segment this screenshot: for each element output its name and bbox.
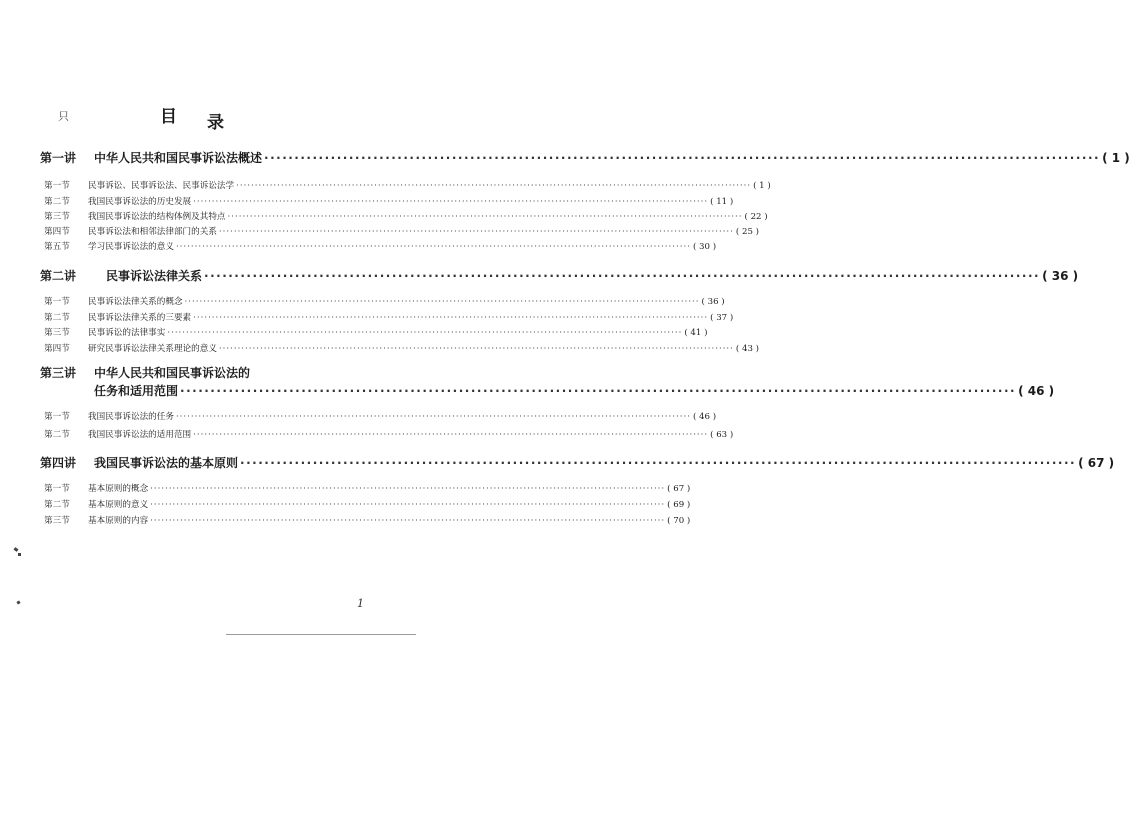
- section-title: 我国民事诉讼法的历史发展: [88, 197, 192, 207]
- lecture-entry[interactable]: [40, 267, 1079, 284]
- lecture-title: 民事诉讼法律关系: [106, 269, 203, 283]
- dot-leader: ··········································································································································: [227, 212, 743, 222]
- lecture-page: ( 1 ): [1102, 151, 1130, 165]
- dot-leader: ··········································································································································: [240, 456, 1077, 470]
- lecture-title: 任务和适用范围: [94, 384, 179, 398]
- lecture-entry[interactable]: [40, 149, 1130, 166]
- lecture-number: 第四讲: [40, 456, 77, 470]
- section-entry[interactable]: [44, 342, 760, 354]
- dot-leader: ··········································································································································: [175, 242, 691, 252]
- section-page: ( 46 ): [692, 412, 717, 422]
- section-number: 第一节: [44, 484, 70, 494]
- lecture-number: 第一讲: [40, 151, 77, 165]
- section-title: 基本原则的概念: [88, 484, 149, 494]
- section-entry[interactable]: [44, 326, 708, 338]
- section-title: 学习民事诉讼法的意义: [88, 242, 174, 252]
- section-entry[interactable]: [44, 210, 768, 222]
- section-entry[interactable]: [44, 428, 734, 440]
- scan-speck: [18, 553, 21, 556]
- section-page: ( 63 ): [710, 430, 734, 440]
- section-number: 第一节: [44, 181, 70, 191]
- section-entry[interactable]: [44, 514, 691, 526]
- dot-leader: ··········································································································································: [180, 384, 1017, 398]
- section-page: ( 11 ): [710, 197, 734, 207]
- section-number: 第三节: [44, 212, 70, 222]
- section-entry[interactable]: [44, 225, 760, 237]
- section-entry[interactable]: [44, 498, 691, 510]
- lecture-entry[interactable]: [40, 382, 1055, 399]
- scan-speck: [16, 600, 20, 604]
- page-number: 1: [357, 597, 364, 610]
- section-number: 第四节: [44, 227, 70, 237]
- section-number: 第一节: [44, 412, 70, 422]
- section-number: 第三节: [44, 516, 70, 526]
- section-title: 我国民事诉讼法的任务: [88, 412, 174, 422]
- section-page: ( 70 ): [667, 516, 691, 526]
- lecture-page: ( 46 ): [1018, 384, 1055, 398]
- section-page: ( 36 ): [701, 297, 725, 307]
- scan-speck: [14, 547, 19, 552]
- lecture-title: 中华人民共和国民事诉讼法概述: [94, 151, 263, 165]
- section-entry[interactable]: [44, 195, 734, 207]
- section-page: ( 43 ): [735, 344, 760, 354]
- lecture-entry-line1[interactable]: [40, 364, 250, 381]
- section-entry[interactable]: [44, 311, 734, 323]
- dot-leader: ··········································································································································: [150, 516, 666, 526]
- section-number: 第四节: [44, 344, 70, 354]
- section-entry[interactable]: [44, 179, 771, 191]
- section-title: 我国民事诉讼法的结构体例及其特点: [88, 212, 226, 222]
- section-number: 第一节: [44, 297, 70, 307]
- lecture-number: 第二讲: [40, 269, 77, 283]
- section-title: 基本原则的意义: [88, 500, 149, 510]
- title-char-1: 目: [160, 107, 178, 127]
- dot-leader: ··········································································································································: [193, 313, 709, 323]
- section-entry[interactable]: [44, 240, 717, 252]
- dot-leader: ··········································································································································: [150, 484, 666, 494]
- section-title: 研究民事诉讼法律关系理论的意义: [88, 344, 217, 354]
- section-number: 第二节: [44, 500, 70, 510]
- section-page: ( 25 ): [735, 227, 760, 237]
- section-page: ( 67 ): [667, 484, 691, 494]
- section-entry[interactable]: [44, 482, 691, 494]
- section-page: ( 1 ): [753, 181, 771, 191]
- dot-leader: ··········································································································································: [150, 500, 666, 510]
- dot-leader: ··········································································································································: [175, 412, 691, 422]
- dot-leader: ··········································································································································: [193, 197, 709, 207]
- section-entry[interactable]: [44, 410, 717, 422]
- section-number: 第二节: [44, 197, 70, 207]
- lecture-page: ( 67 ): [1078, 456, 1115, 470]
- section-title: 我国民事诉讼法的适用范围: [88, 430, 192, 440]
- section-title: 民事诉讼法律关系的概念: [88, 297, 183, 307]
- section-page: ( 22 ): [744, 212, 768, 222]
- lecture-number: 第三讲: [40, 366, 77, 380]
- dot-leader: ··········································································································································: [184, 297, 700, 307]
- section-title: 民事诉讼法律关系的三要素: [88, 313, 192, 323]
- section-page: ( 30 ): [692, 242, 717, 252]
- section-title: 民事诉讼、民事诉讼法、民事诉讼法学: [88, 181, 235, 191]
- section-number: 第二节: [44, 313, 70, 323]
- bottom-rule: [226, 634, 416, 635]
- lecture-title-line1: 中华人民共和国民事诉讼法的: [94, 366, 251, 380]
- section-number: 第三节: [44, 328, 70, 338]
- dot-leader: ··········································································································································: [193, 430, 709, 440]
- dot-leader: ··········································································································································: [218, 344, 734, 354]
- lecture-page: ( 36 ): [1042, 269, 1079, 283]
- section-title: 民事诉讼法和相邻法律部门的关系: [88, 227, 217, 237]
- section-title: 基本原则的内容: [88, 516, 149, 526]
- section-number: 第二节: [44, 430, 70, 440]
- title-char-2: 录: [207, 113, 225, 133]
- section-number: 第五节: [44, 242, 70, 252]
- section-entry[interactable]: [44, 295, 725, 307]
- dot-leader: ··········································································································································: [167, 328, 683, 338]
- lecture-entry[interactable]: [40, 454, 1115, 471]
- lecture-title: 我国民事诉讼法的基本原则: [94, 456, 239, 470]
- corner-mark: 只: [58, 110, 69, 123]
- dot-leader: ··········································································································································: [264, 151, 1101, 165]
- dot-leader: ··········································································································································: [218, 227, 734, 237]
- dot-leader: ··········································································································································: [236, 181, 752, 191]
- dot-leader: ··········································································································································: [204, 269, 1041, 283]
- section-page: ( 41 ): [684, 328, 708, 338]
- section-page: ( 69 ): [667, 500, 691, 510]
- section-page: ( 37 ): [710, 313, 734, 323]
- section-title: 民事诉讼的法律事实: [88, 328, 166, 338]
